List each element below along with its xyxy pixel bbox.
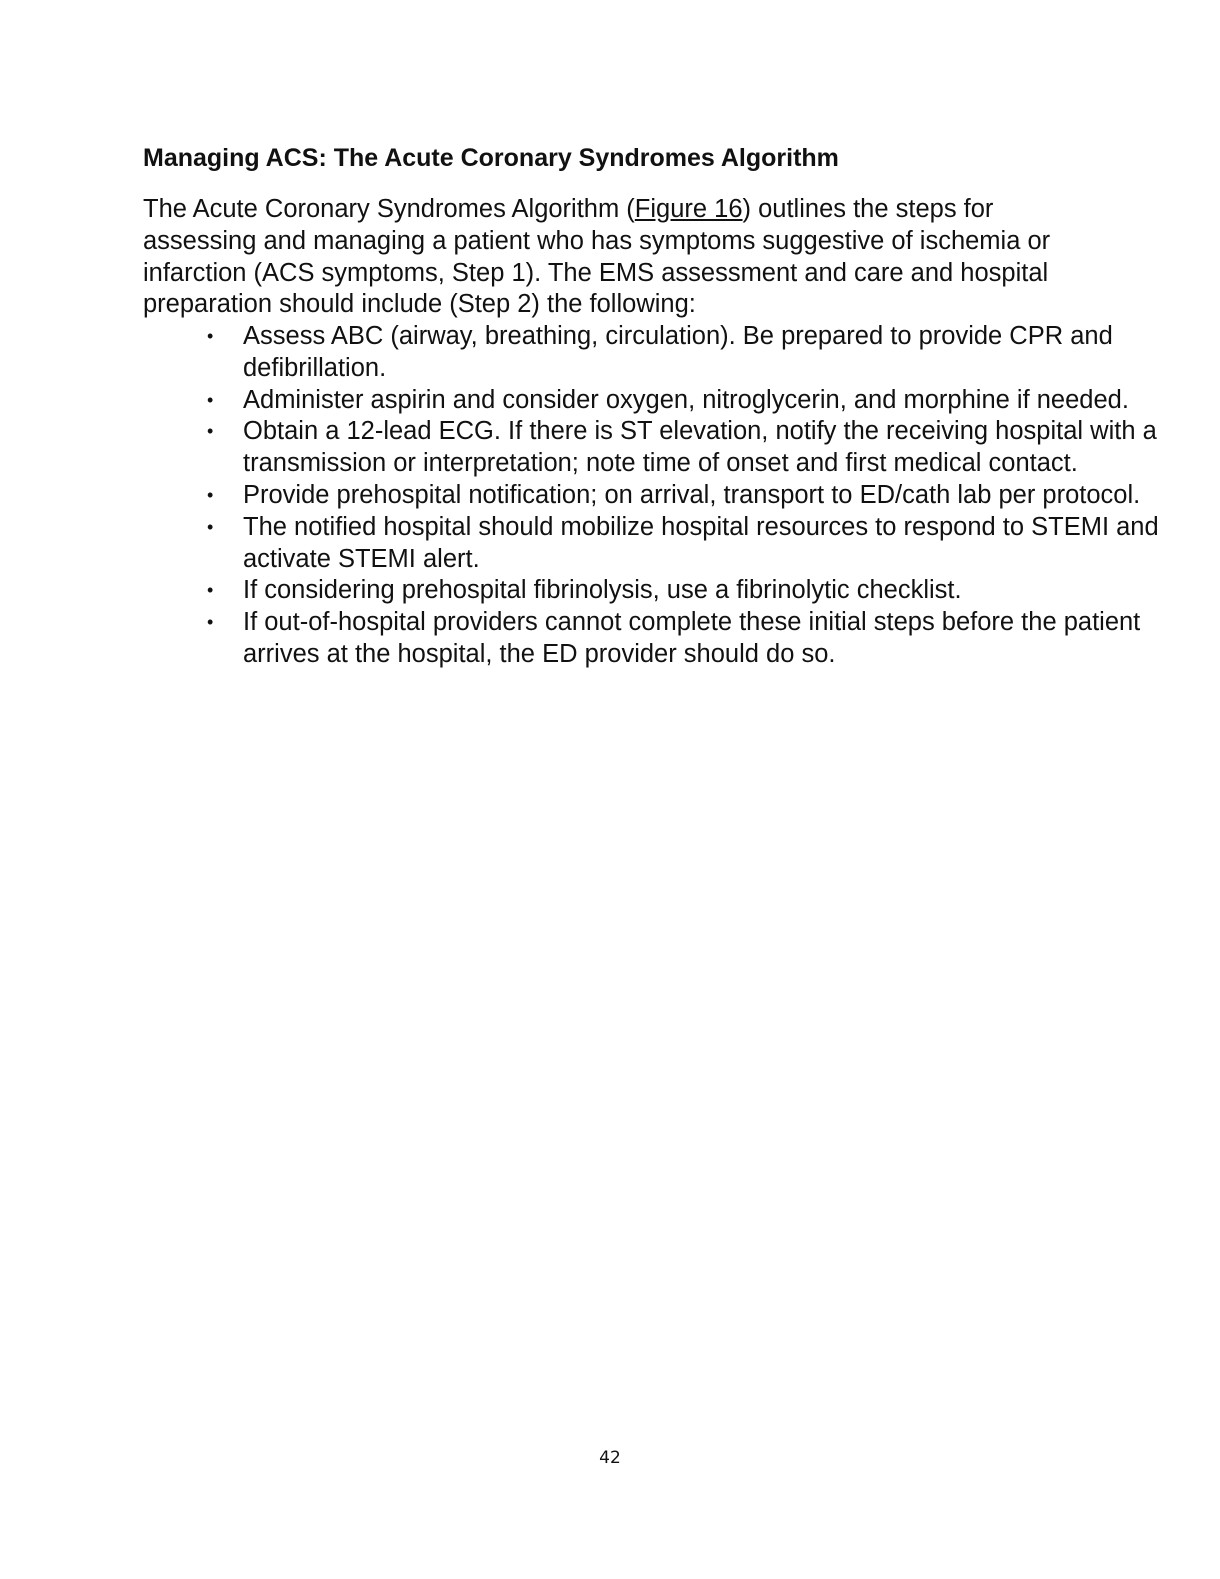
intro-paragraph bbox=[143, 194, 1083, 321]
list-item: • Assess ABC (airway, breathing, circulation). Be prepared to provide CPR and defibrillation. bbox=[243, 321, 1183, 385]
intro-text-after: ) outlines the steps for assessing and managing a patient who has symptoms suggestive of ischemia or infarction (ACS symptoms, Step 1). The EMS assessment and care and hospital preparation should include (Step 2) the following: bbox=[143, 195, 1051, 319]
list-item: • If considering prehospital fibrinolysis, use a fibrinolytic checklist. bbox=[243, 575, 1183, 607]
list-item: • If out-of-hospital providers cannot complete these initial steps before the patient arrives at the hospital, the ED provider should do so. bbox=[243, 607, 1183, 671]
list-item: • The notified hospital should mobilize hospital resources to respond to STEMI and activate STEMI alert. bbox=[243, 512, 1183, 576]
steps-list bbox=[143, 321, 1183, 671]
list-item: • Obtain a 12-lead ECG. If there is ST elevation, notify the receiving hospital with a transmission or interpretation; note time of onset and first medical contact. bbox=[243, 416, 1183, 480]
section-heading: Managing ACS: The Acute Coronary Syndromes Algorithm bbox=[143, 144, 839, 172]
page-number: 42 bbox=[599, 1448, 621, 1468]
list-item: • Administer aspirin and consider oxygen, nitroglycerin, and morphine if needed. bbox=[243, 385, 1183, 417]
figure-16-link[interactable]: Figure 16 bbox=[634, 195, 743, 223]
intro-text-before: The Acute Coronary Syndromes Algorithm ( bbox=[143, 195, 635, 223]
list-item: • Provide prehospital notification; on arrival, transport to ED/cath lab per protocol. bbox=[243, 480, 1183, 512]
